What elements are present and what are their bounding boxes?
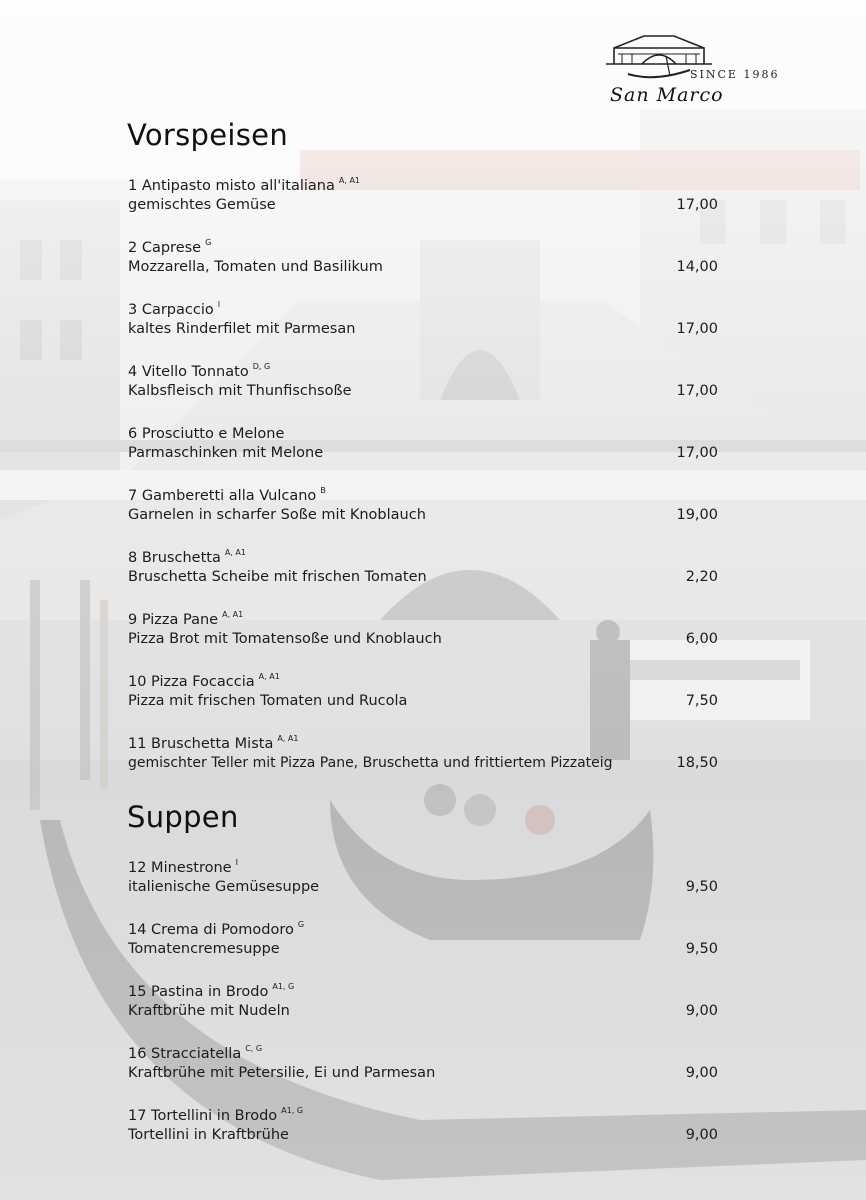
brand-logo: [604, 30, 780, 114]
menu-item-price: 17,00: [676, 383, 718, 399]
menu-item-description: Garnelen in scharfer Soße mit Knoblauch: [128, 507, 426, 523]
menu-item-name: 1 Antipasto misto all'italiana $^{A, A1}$: [128, 176, 361, 194]
menu-item-description: kaltes Rinderfilet mit Parmesan: [128, 321, 356, 337]
menu-item: [128, 982, 718, 1026]
menu-item-price: 17,00: [676, 197, 718, 213]
menu-item-description: Mozzarella, Tomaten und Basilikum: [128, 259, 383, 275]
menu-item-price: 17,00: [676, 445, 718, 461]
menu-item-description: Kraftbrühe mit Petersilie, Ei und Parmesan: [128, 1065, 436, 1081]
menu-item-description: Kraftbrühe mit Nudeln: [128, 1003, 290, 1019]
allergen-codes: A, A1: [277, 734, 299, 743]
menu-item-name: 6 Prosciutto e Melone: [128, 426, 285, 442]
menu-item-price: 9,50: [685, 879, 718, 895]
menu-item-description: Bruschetta Scheibe mit frischen Tomaten: [128, 569, 427, 585]
allergen-codes: B: [320, 486, 326, 495]
menu-item-name: 10 Pizza Focaccia $^{A, A1}$: [128, 672, 280, 690]
menu-item-price: 9,50: [685, 941, 718, 957]
allergen-codes: I: [235, 858, 238, 867]
allergen-codes: A, A1: [338, 176, 361, 185]
menu-item-description: Tomatencremesuppe: [128, 941, 280, 957]
menu-item: [128, 424, 718, 468]
menu-item-description: Pizza mit frischen Tomaten und Rucola: [128, 693, 408, 709]
menu-item-price: 19,00: [676, 507, 718, 523]
menu-item-name: 4 Vitello Tonnato $^{D, G}$: [128, 362, 271, 380]
menu-item: [128, 548, 718, 592]
menu-item: [128, 610, 718, 654]
menu-item-name: 15 Pastina in Brodo $^{A1, G}$: [128, 982, 295, 1000]
menu-item: [128, 1044, 718, 1088]
menu-item: [128, 734, 718, 778]
menu-item-name: 12 Minestrone $^I$: [128, 858, 238, 876]
allergen-codes: A1, G: [281, 1106, 304, 1115]
section-title-suppen: Suppen: [127, 800, 239, 834]
menu-item: [128, 672, 718, 716]
menu-item-description: gemischtes Gemüse: [128, 197, 276, 213]
menu-item-description: gemischter Teller mit Pizza Pane, Bruschetta und frittiertem Pizzateig: [128, 755, 613, 771]
menu-item: [128, 300, 718, 344]
menu-item: [128, 486, 718, 530]
menu-item-price: 9,00: [685, 1127, 718, 1143]
menu-item-description: italienische Gemüsesuppe: [128, 879, 320, 895]
allergen-codes: G: [297, 920, 305, 929]
menu-item: [128, 238, 718, 282]
menu-item-description: Tortellini in Kraftbrühe: [128, 1127, 289, 1143]
allergen-codes: G: [205, 238, 212, 247]
allergen-codes: A, A1: [224, 548, 246, 557]
menu-item-name: 14 Crema di Pomodoro $^G$: [128, 920, 305, 938]
allergen-codes: A1, G: [272, 982, 295, 991]
menu-item-price: 18,50: [676, 755, 718, 771]
menu-item-price: 7,50: [685, 693, 718, 709]
rialto-bridge-logo-icon: [604, 30, 714, 90]
menu-item: [128, 1106, 718, 1150]
menu-item-price: 9,00: [685, 1003, 718, 1019]
menu-item: [128, 176, 718, 220]
menu-item-name: 8 Bruschetta $^{A, A1}$: [128, 548, 246, 566]
allergen-codes: I: [217, 300, 221, 309]
brand-name: San Marco: [610, 84, 724, 106]
menu-item-name: 2 Caprese $^G$: [128, 238, 212, 256]
menu-item-price: 6,00: [685, 631, 718, 647]
menu-item-name: 9 Pizza Pane $^{A, A1}$: [128, 610, 244, 628]
menu-item-description: Parmaschinken mit Melone: [128, 445, 324, 461]
menu-item: [128, 920, 718, 964]
menu-item-name: 3 Carpaccio $^I$: [128, 300, 221, 318]
menu-item-name: 17 Tortellini in Brodo $^{A1, G}$: [128, 1106, 304, 1124]
menu-item-price: 2,20: [685, 569, 718, 585]
menu-item: [128, 362, 718, 406]
allergen-codes: C, G: [245, 1044, 263, 1053]
menu-item-name: 11 Bruschetta Mista $^{A, A1}$: [128, 734, 299, 752]
section-title-vorspeisen: Vorspeisen: [127, 118, 288, 152]
menu-item-price: 17,00: [676, 321, 718, 337]
menu-item: [128, 858, 718, 902]
menu-item-description: Kalbsfleisch mit Thunfischsoße: [128, 383, 352, 399]
allergen-codes: A, A1: [258, 672, 280, 681]
menu-item-name: 7 Gamberetti alla Vulcano $^B$: [128, 486, 326, 504]
allergen-codes: D, G: [252, 362, 271, 371]
brand-since: SINCE 1986: [690, 68, 780, 81]
menu-item-name: 16 Stracciatella $^{C, G}$: [128, 1044, 263, 1062]
allergen-codes: A, A1: [222, 610, 244, 619]
menu-item-price: 9,00: [685, 1065, 718, 1081]
menu-item-price: 14,00: [676, 259, 718, 275]
menu-item-description: Pizza Brot mit Tomatensoße und Knoblauch: [128, 631, 442, 647]
